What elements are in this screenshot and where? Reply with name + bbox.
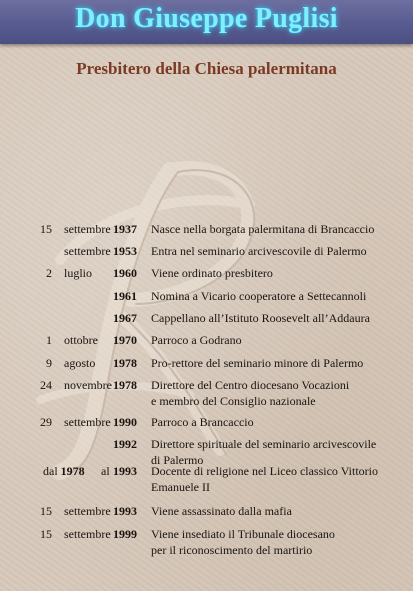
row-description: Pro-rettore del seminario minore di Palermo — [151, 356, 364, 370]
row-description-line-2: e membro del Consiglio nazionale — [151, 394, 316, 408]
row-month: ottobre — [64, 333, 98, 347]
row-description: Parroco a Godrano — [151, 333, 242, 347]
timeline-row — [0, 243, 413, 263]
row-day: 2 — [46, 266, 52, 280]
row-year: 1978 — [113, 356, 137, 370]
row-month: agosto — [64, 356, 96, 370]
title-banner — [0, 0, 413, 44]
row-description: Nomina a Vicario cooperatore a Settecannoli — [151, 289, 367, 303]
row-year: 1993 — [113, 464, 137, 478]
row-month: novembre — [64, 378, 112, 392]
row-year: 1999 — [113, 527, 137, 541]
row-description-line-1: Docente di religione nel Liceo classico Vittorio — [151, 464, 378, 478]
row-month: settembre — [64, 415, 111, 429]
timeline-row — [0, 463, 413, 497]
row-description-line-1: Direttore spirituale del seminario arcivescovile — [151, 437, 377, 451]
timeline-row — [0, 503, 413, 523]
row-description: Cappellano all’Istituto Roosevelt all’Addaura — [151, 311, 370, 325]
timeline-row — [0, 265, 413, 285]
timeline-row — [0, 355, 413, 375]
row-description-line-1: Direttore del Centro diocesano Vocazioni — [151, 378, 350, 392]
row-year: 1937 — [113, 222, 137, 236]
row-day: 24 — [40, 378, 52, 392]
row-year: 1993 — [113, 504, 137, 518]
row-year: 1953 — [113, 244, 137, 258]
row-day: 15 — [40, 504, 52, 518]
timeline-row — [0, 377, 413, 411]
row-day: 15 — [40, 527, 52, 541]
row-year-from: 1978 — [60, 464, 85, 478]
row-year: 1967 — [113, 311, 137, 325]
row-description: Parroco a Brancaccio — [151, 415, 254, 429]
row-year: 1990 — [113, 415, 137, 429]
row-description: Entra nel seminario arcivescovile di Palermo — [151, 244, 367, 258]
row-month: luglio — [64, 266, 93, 280]
row-day: 1 — [46, 333, 52, 347]
row-description: Viene ordinato presbitero — [151, 266, 273, 280]
row-month: settembre — [64, 222, 111, 236]
timeline-row — [0, 414, 413, 434]
row-month: settembre — [64, 527, 111, 541]
row-description-line-2: per il riconoscimento del martirio — [151, 543, 313, 557]
row-description-line-2: di Palermo — [151, 453, 204, 467]
row-to-label: al — [101, 464, 110, 478]
row-day: 15 — [40, 222, 52, 236]
row-description: Nasce nella borgata palermitana di Brancaccio — [151, 222, 375, 236]
row-year: 1992 — [113, 437, 137, 451]
row-from-label: dal 1978 — [43, 464, 85, 478]
row-year: 1961 — [113, 289, 137, 303]
page-subtitle: Presbitero della Chiesa palermitana — [76, 59, 337, 78]
row-year: 1970 — [113, 333, 137, 347]
timeline-row — [0, 526, 413, 560]
page-title: Don Giuseppe Puglisi — [75, 3, 338, 34]
row-description-line-2: Emanuele II — [151, 480, 210, 494]
row-year: 1978 — [113, 378, 137, 392]
row-month: settembre — [64, 244, 111, 258]
row-day: 29 — [40, 415, 52, 429]
timeline-row — [0, 221, 413, 241]
row-description-line-1: Viene insediato il Tribunale diocesano — [151, 527, 335, 541]
timeline-row — [0, 288, 413, 308]
timeline-row — [0, 310, 413, 330]
timeline-row — [0, 332, 413, 352]
row-day: 9 — [46, 356, 52, 370]
row-month: settembre — [64, 504, 111, 518]
row-year: 1960 — [113, 266, 137, 280]
row-description: Viene assassinato dalla mafia — [151, 504, 292, 518]
